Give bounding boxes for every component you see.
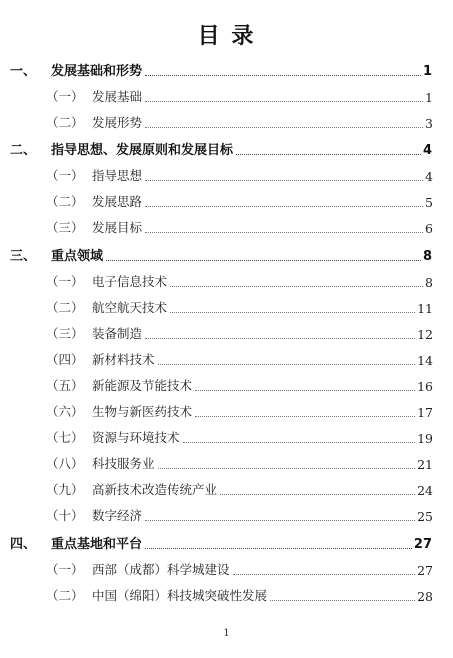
toc-subsection-entry[interactable]	[0, 166, 453, 184]
toc-entry-label: 重点基地和平台	[51, 537, 143, 552]
dot-leader	[106, 259, 421, 261]
dot-leader	[195, 415, 415, 417]
toc-entry-label: 发展基础	[92, 89, 143, 104]
toc-entry-page-number: 11	[417, 301, 433, 316]
toc-subsection-entry[interactable]	[0, 218, 453, 236]
toc-entry-number: （二）	[46, 194, 84, 209]
toc-section-entry[interactable]	[0, 61, 453, 79]
dot-leader	[170, 285, 423, 287]
dot-leader	[170, 311, 415, 313]
toc-section-entry[interactable]	[0, 246, 453, 264]
toc-entry-page-number: 8	[425, 275, 433, 290]
toc-entry-number: 二、	[10, 143, 37, 158]
toc-entry-number: 四、	[10, 537, 37, 552]
toc-entry-number: （二）	[46, 300, 84, 315]
toc-section-entry[interactable]	[0, 534, 453, 552]
toc-title: 目 录	[197, 23, 256, 49]
dot-leader	[145, 519, 415, 521]
toc-subsection-entry[interactable]	[0, 506, 453, 524]
toc-entry-page-number: 14	[417, 353, 433, 368]
dot-leader	[145, 126, 423, 128]
toc-entry-label: 发展目标	[92, 220, 143, 235]
dot-leader	[236, 153, 421, 155]
toc-entry-page-number: 4	[425, 169, 433, 184]
toc-entry-label: 电子信息技术	[92, 274, 168, 289]
toc-entry-label: 发展思路	[92, 194, 143, 209]
dot-leader	[145, 547, 412, 549]
toc-entry-number: （三）	[46, 326, 84, 341]
dot-leader	[158, 467, 416, 469]
dot-leader	[145, 100, 423, 102]
toc-entry-label: 资源与环境技术	[92, 430, 180, 445]
dot-leader	[270, 599, 415, 601]
toc-subsection-entry[interactable]	[0, 324, 453, 342]
toc-entry-number: （五）	[46, 378, 84, 393]
dot-leader	[145, 179, 423, 181]
toc-entry-number: 三、	[10, 249, 37, 264]
toc-entry-page-number: 27	[413, 537, 432, 552]
toc-subsection-entry[interactable]	[0, 376, 453, 394]
toc-entry-number: （一）	[46, 89, 84, 104]
toc-subsection-entry[interactable]	[0, 480, 453, 498]
dot-leader	[145, 74, 421, 76]
toc-entry-number: （二）	[46, 115, 84, 130]
toc-entry-label: 航空航天技术	[92, 300, 168, 315]
toc-subsection-entry[interactable]	[0, 113, 453, 131]
toc-entry-page-number: 1	[425, 90, 433, 105]
toc-entry-page-number: 24	[417, 483, 433, 498]
toc-entry-page-number: 4	[422, 143, 432, 158]
toc-subsection-entry[interactable]	[0, 192, 453, 210]
page-number: 1	[223, 628, 230, 639]
toc-subsection-entry[interactable]	[0, 428, 453, 446]
toc-subsection-entry[interactable]	[0, 298, 453, 316]
toc-entry-label: 指导思想、发展原则和发展目标	[51, 143, 234, 158]
toc-entry-number: （二）	[46, 588, 84, 603]
dot-leader	[183, 441, 416, 443]
toc-entry-page-number: 8	[422, 249, 432, 264]
toc-entry-label: 装备制造	[92, 326, 143, 341]
toc-entry-label: 中国（绵阳）科技城突破性发展	[92, 588, 268, 603]
toc-entry-label: 重点领域	[51, 249, 104, 264]
toc-entry-label: 高新技术改造传统产业	[92, 482, 218, 497]
toc-entry-page-number: 17	[417, 405, 433, 420]
toc-entry-number: （一）	[46, 168, 84, 183]
toc-entry-page-number: 27	[417, 563, 433, 578]
dot-leader	[145, 205, 423, 207]
dot-leader	[158, 363, 416, 365]
toc-entry-page-number: 16	[417, 379, 433, 394]
toc-entry-label: 发展形势	[92, 115, 143, 130]
toc-entry-number: （一）	[46, 274, 84, 289]
toc-entry-number: （九）	[46, 482, 84, 497]
toc-entry-label: 发展基础和形势	[51, 64, 143, 79]
dot-leader	[195, 389, 415, 391]
dot-leader	[145, 337, 415, 339]
toc-entry-number: （三）	[46, 220, 84, 235]
toc-entry-number: （四）	[46, 352, 84, 367]
toc-section-entry[interactable]	[0, 140, 453, 158]
toc-entry-label: 科技服务业	[92, 456, 155, 471]
toc-entry-page-number: 6	[425, 221, 433, 236]
toc-entry-number: （八）	[46, 456, 84, 471]
toc-entry-label: 生物与新医药技术	[92, 404, 193, 419]
toc-subsection-entry[interactable]	[0, 350, 453, 368]
toc-subsection-entry[interactable]	[0, 272, 453, 290]
toc-entry-number: （六）	[46, 404, 84, 419]
toc-entry-page-number: 28	[417, 589, 433, 604]
toc-subsection-entry[interactable]	[0, 87, 453, 105]
toc-entry-page-number: 21	[417, 457, 433, 472]
toc-entry-number: 一、	[10, 64, 37, 79]
toc-entry-label: 新材料技术	[92, 352, 155, 367]
toc-subsection-entry[interactable]	[0, 560, 453, 578]
toc-subsection-entry[interactable]	[0, 402, 453, 420]
toc-subsection-entry[interactable]	[0, 586, 453, 604]
toc-entry-number: （七）	[46, 430, 84, 445]
toc-entry-number: （十）	[46, 508, 84, 523]
toc-entry-label: 西部（成都）科学城建设	[92, 562, 230, 577]
dot-leader	[145, 231, 423, 233]
toc-entry-number: （一）	[46, 562, 84, 577]
toc-entry-page-number: 19	[417, 431, 433, 446]
toc-entry-page-number: 5	[425, 195, 433, 210]
toc-entry-label: 指导思想	[92, 168, 143, 183]
toc-entry-page-number: 12	[417, 327, 433, 342]
dot-leader	[233, 573, 416, 575]
toc-subsection-entry[interactable]	[0, 454, 453, 472]
toc-entry-page-number: 3	[425, 116, 433, 131]
toc-entry-page-number: 25	[417, 509, 433, 524]
toc-entry-label: 数字经济	[92, 508, 143, 523]
toc-entry-page-number: 1	[422, 64, 432, 79]
dot-leader	[220, 493, 415, 495]
toc-entry-label: 新能源及节能技术	[92, 378, 193, 393]
